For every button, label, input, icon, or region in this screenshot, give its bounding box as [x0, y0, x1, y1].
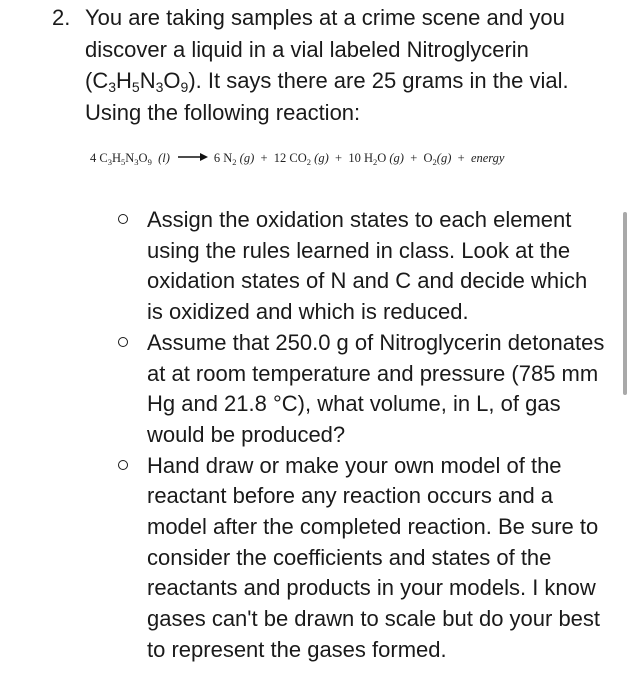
product-co2-state: (g): [314, 151, 329, 165]
formula-o-subscript: 9: [180, 79, 189, 95]
formula-c-subscript: 3: [108, 79, 117, 95]
hollow-circle-bullet-icon: [118, 337, 128, 347]
reactant-element-c: C: [99, 151, 108, 165]
product-o2-state: (g): [436, 151, 452, 165]
list-item: [118, 205, 608, 328]
product-o2-formula: O: [423, 151, 433, 165]
scrollbar-thumb[interactable]: [623, 212, 627, 395]
product-co2-coefficient: 12: [273, 151, 287, 165]
reactant-h-subscript: 5: [121, 157, 126, 167]
product-h2o-subscript: 2: [372, 157, 378, 167]
product-n2-state: (g): [239, 151, 255, 165]
hollow-circle-bullet-icon: [118, 460, 128, 470]
product-h2o-state: (g): [389, 151, 404, 165]
reaction-equation: [90, 151, 610, 166]
reactant-element-o: O: [138, 151, 148, 165]
reactant-n-subscript: 3: [134, 157, 139, 167]
plus-sign: +: [457, 151, 465, 165]
reactant-coefficient: 4: [90, 151, 97, 165]
question-text: [85, 2, 605, 128]
list-item: [118, 328, 608, 451]
formula-h: H: [116, 68, 132, 93]
reaction-arrow-icon: [178, 152, 208, 162]
plus-sign: +: [260, 151, 268, 165]
product-n2-coefficient: 6: [213, 151, 221, 165]
question-number: 2.: [52, 5, 71, 30]
plus-sign: +: [410, 151, 418, 165]
product-h2o-formula-o: O: [377, 151, 387, 165]
product-h2o-coefficient: 10: [348, 151, 361, 165]
formula-h-subscript: 5: [131, 79, 140, 95]
product-n2-formula: N: [223, 151, 233, 165]
task-draw-model: Hand draw or make your own model of the reactant before any reaction occurs and a model after the completed reaction. Be sure to consider the coefficients and states of the reactants and products in your models. I know gases can't be drawn to scale but do your best to represent the gases formed.: [147, 452, 601, 662]
reactant-c-subscript: 3: [107, 157, 112, 167]
task-list: [118, 205, 608, 666]
product-o2-subscript: 2: [432, 157, 437, 167]
list-item: [118, 451, 608, 666]
task-gas-volume: Assume that 250.0 g of Nitroglycerin detonates at at room temperature and pressure (785 mm Hg and 21.8 °C), what volume, in L, of gas would be produced?: [147, 329, 605, 447]
hollow-circle-bullet-icon: [118, 214, 128, 224]
product-h2o-formula-h: H: [363, 151, 373, 165]
product-co2-subscript: 2: [306, 157, 312, 167]
plus-sign: +: [335, 151, 343, 165]
reactant-state: (l): [158, 151, 170, 165]
product-n2-subscript: 2: [232, 157, 237, 167]
formula-n: N: [139, 68, 156, 93]
question-intro-part-2: ). It says there are 25 grams in the vial. Using the following reaction:: [85, 68, 569, 125]
reactant-element-h: H: [111, 151, 121, 165]
formula-n-subscript: 3: [155, 79, 164, 95]
formula-o: O: [163, 68, 181, 93]
reactant-o-subscript: 9: [147, 157, 152, 167]
reactant-element-n: N: [125, 151, 135, 165]
product-co2-formula: CO: [289, 151, 307, 165]
energy-term: energy: [470, 151, 505, 165]
task-oxidation-states: Assign the oxidation states to each element using the rules learned in class. Look at the oxidation states of N and C and decide which is oxidized and which is reduced.: [147, 207, 588, 325]
question-intro-part-1: You are taking samples at a crime scene and you discover a liquid in a vial labeled Nitroglycerin (C: [85, 5, 565, 93]
